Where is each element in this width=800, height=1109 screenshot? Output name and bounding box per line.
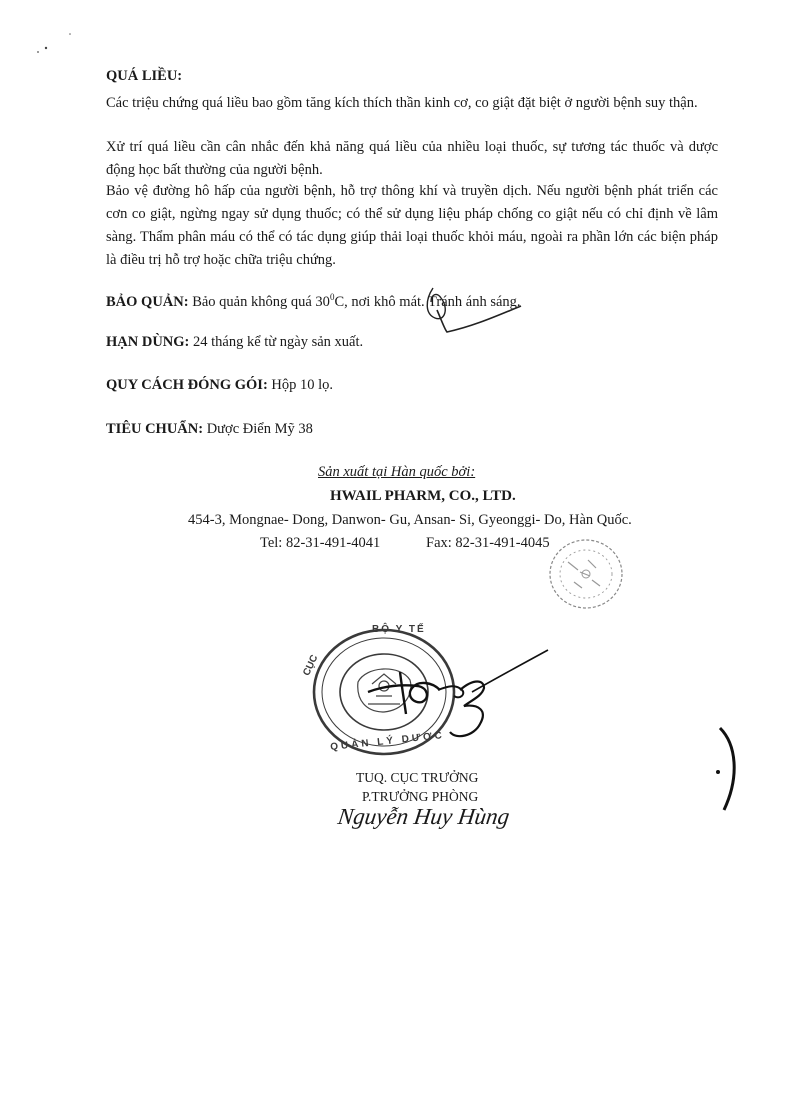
manufacturer-address: 454-3, Mongnae- Dong, Danwon- Gu, Ansan- Si, Gyeonggi- Do, Hàn Quốc. bbox=[188, 512, 632, 528]
shelf-life-text: 24 tháng kể từ ngày sản xuất. bbox=[193, 334, 364, 350]
standard-label: TIÊU CHUẨN: bbox=[106, 421, 204, 437]
storage-label: BẢO QUẢN: bbox=[106, 293, 189, 310]
signatory-title-2: P.TRƯỞNG PHÒNG bbox=[362, 789, 479, 804]
manufacturer-label: Sản xuất tại Hàn quốc bởi: bbox=[318, 464, 476, 480]
packaging-label: QUY CÁCH ĐÓNG GÓI: bbox=[106, 377, 268, 393]
packaging-text: Hộp 10 lọ. bbox=[271, 377, 334, 393]
shelf-life-line bbox=[106, 334, 363, 351]
scan-specks bbox=[34, 30, 74, 54]
shelf-life-label: HẠN DÙNG: bbox=[106, 334, 190, 350]
manufacturer-fax: Fax: 82-31-491-4045 bbox=[426, 535, 550, 551]
standard-text: Dược Điển Mỹ 38 bbox=[206, 421, 313, 437]
storage-degree: 0 bbox=[329, 292, 335, 302]
standard-line bbox=[106, 421, 313, 438]
handwritten-check-mark bbox=[415, 280, 525, 340]
storage-text-after: C, nơi khô mát. Tránh ánh sáng. bbox=[334, 293, 521, 310]
seal-text-top: BỘ Y TẾ bbox=[372, 624, 426, 635]
storage-text-before: Bảo quản không quá 30 bbox=[192, 293, 330, 310]
manufacturer-tel: Tel: 82-31-491-4041 bbox=[260, 535, 381, 551]
signatory-name: Nguyễn Huy Hùng bbox=[336, 804, 512, 829]
overdose-paragraph-1: Các triệu chứng quá liều bao gồm tăng kích thích thần kinh cơ, co giật đặt biệt ở người bệnh suy thận. bbox=[106, 95, 698, 111]
overdose-paragraph-2: Xử trí quá liều cần cân nhắc đến khả năng quá liều của nhiều loại thuốc, sự tương tác thuốc và dược động học bất thường của người bệnh. bbox=[106, 139, 718, 178]
seal-text-bottom: QUẢN LÝ DƯỢC bbox=[329, 730, 446, 753]
seal-text-left: CỤC bbox=[301, 653, 321, 678]
overdose-paragraph-3: Bảo vệ đường hô hấp của người bệnh, hỗ trợ thông khí và truyền dịch. Nếu người bệnh phát triển các cơn co giật, ngừng ngay sử dụng thuốc; có thể sử dụng liệu pháp chống co giật nếu có chỉ định về lâm sàng. Thẩm phân máu có thể có tác dụng giúp thải loại thuốc khỏi máu, ngoài ra phần lớn các biện pháp là điều trị hỗ trợ hoặc chữa triệu chứng. bbox=[106, 183, 718, 268]
signatory-title-1: TUQ. CỤC TRƯỞNG bbox=[356, 770, 479, 785]
overdose-heading: QUÁ LIỀU: bbox=[106, 68, 183, 84]
packaging-line bbox=[106, 377, 333, 394]
handwritten-signature bbox=[360, 640, 560, 770]
manufacturer-name: HWAIL PHARM, CO., LTD. bbox=[330, 488, 516, 504]
margin-bracket-mark bbox=[706, 724, 746, 814]
company-stamp bbox=[538, 532, 628, 614]
